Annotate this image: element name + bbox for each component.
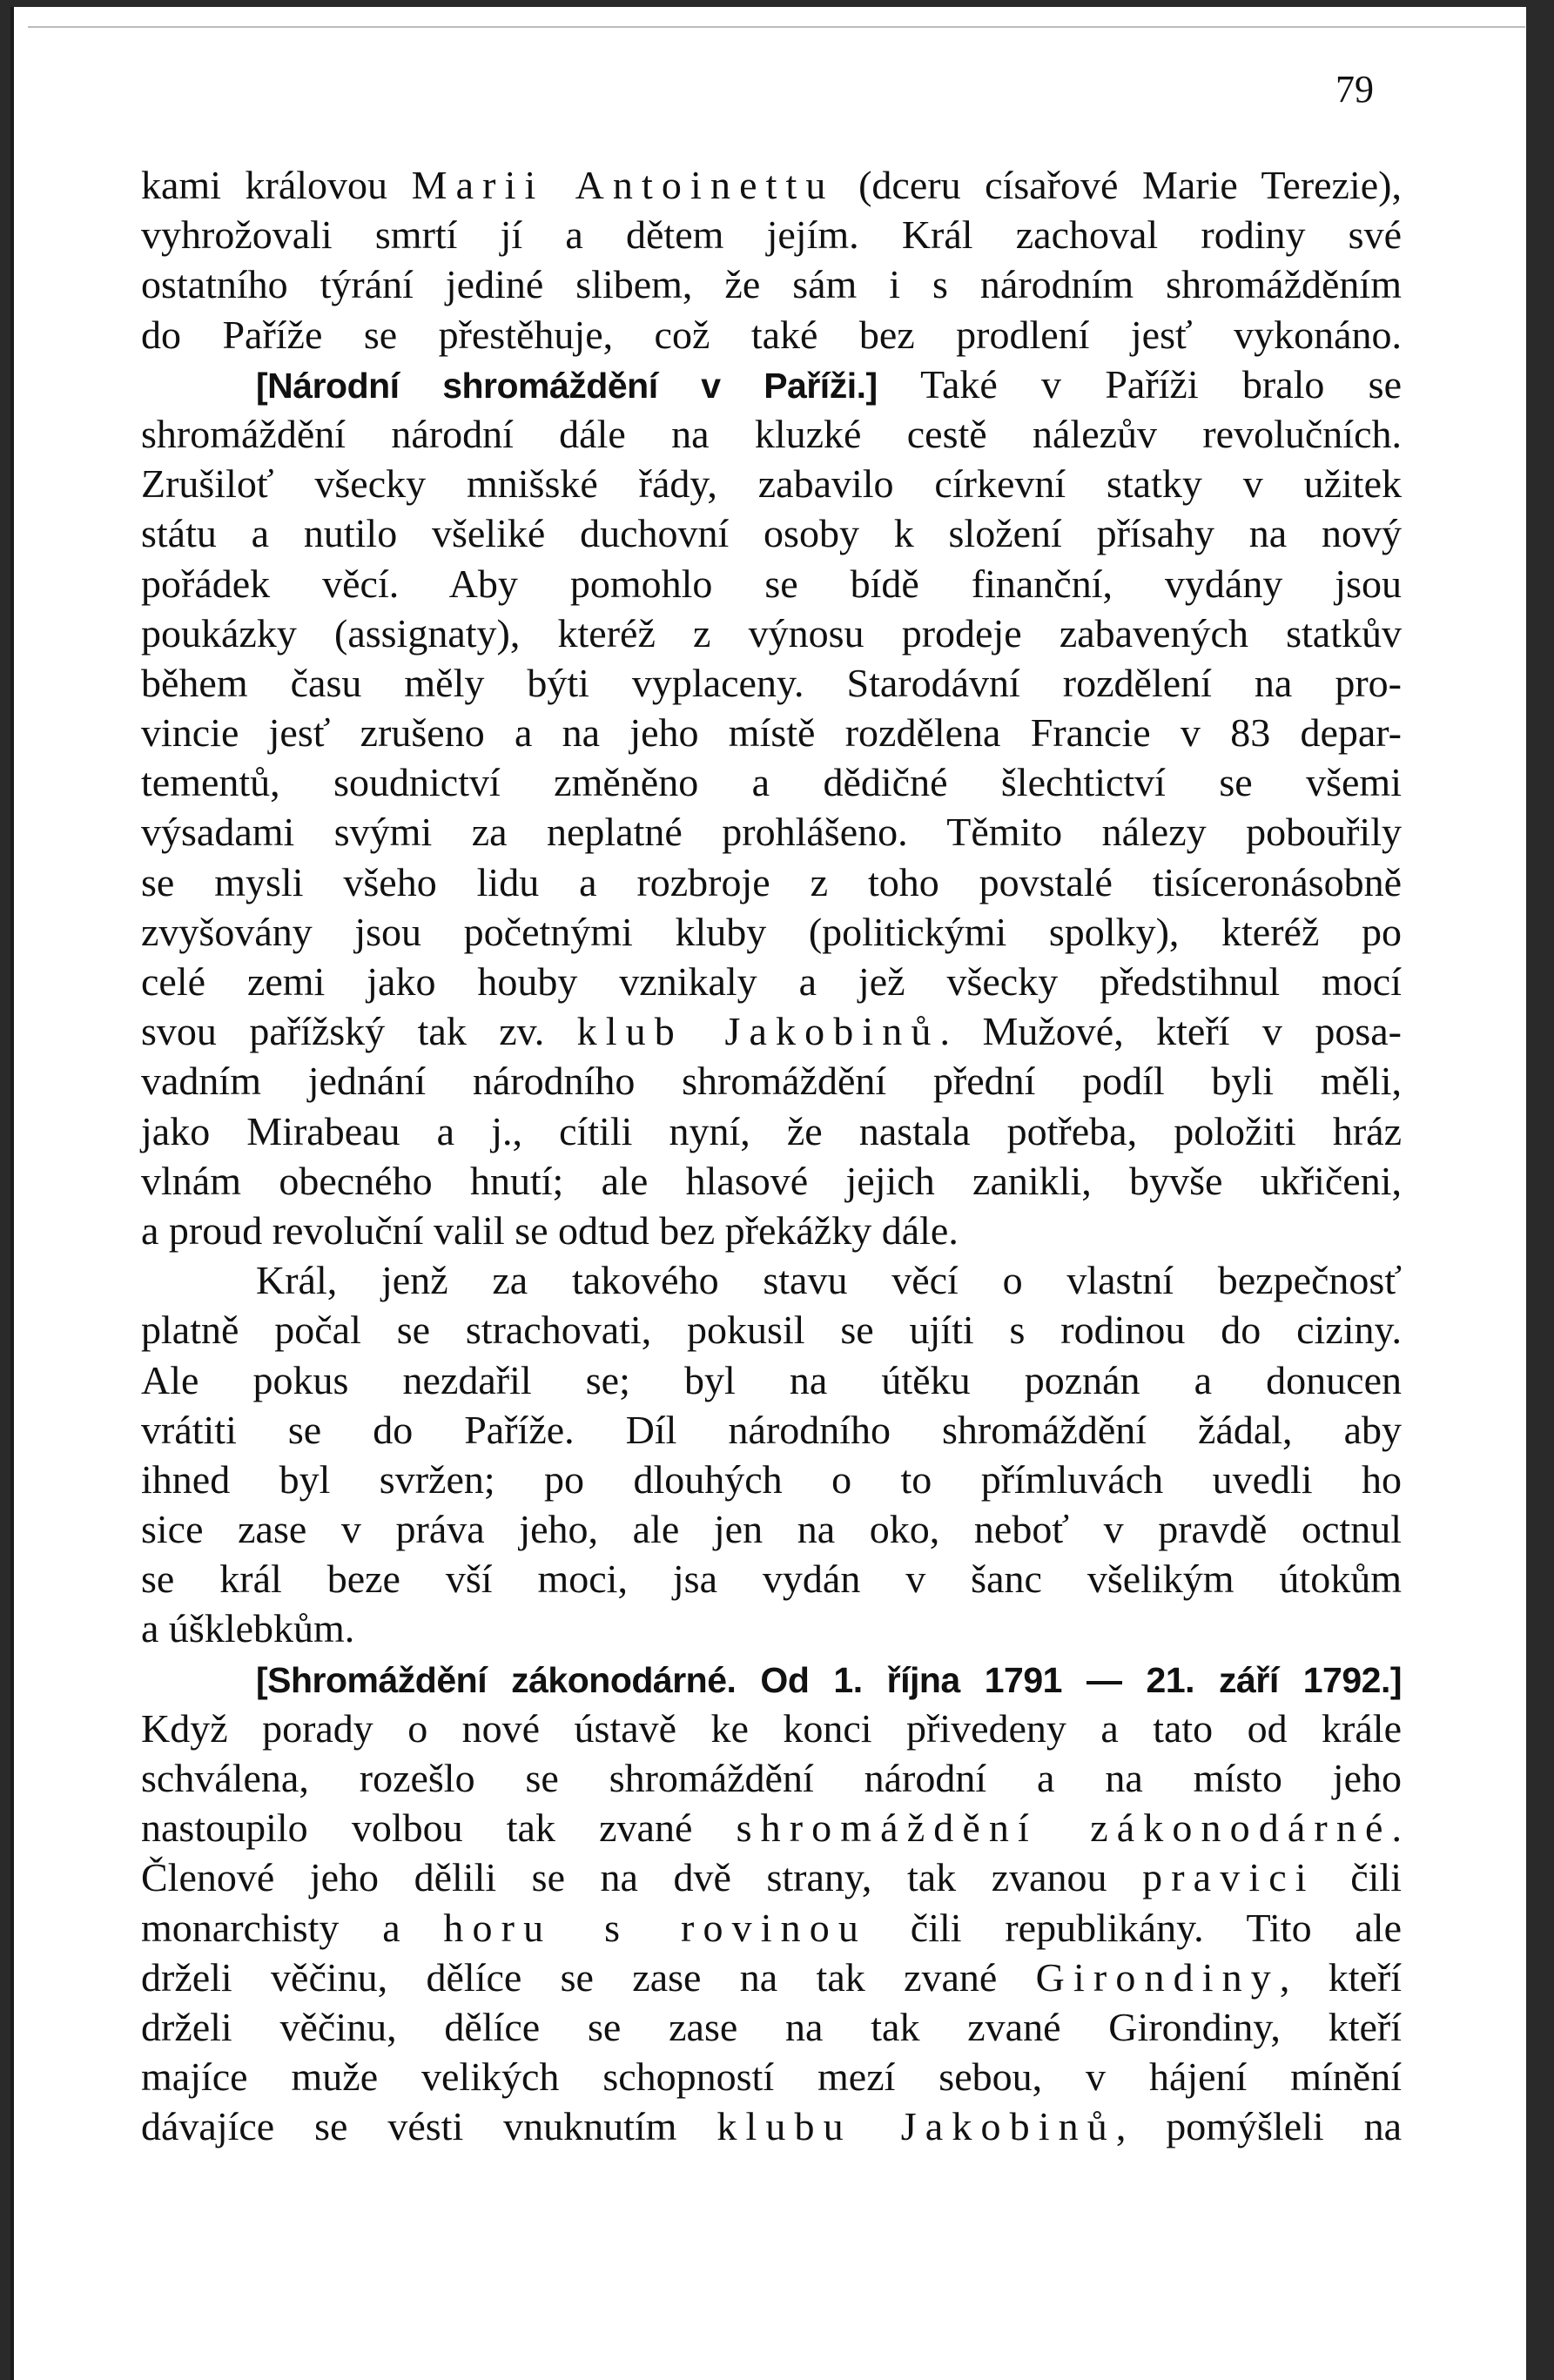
page-edge-shadow <box>10 7 30 2380</box>
text-line-1: kami královou Marii Antoinettu (dceru císařové Marie Terezie), <box>141 163 1402 207</box>
text-line-29: se král beze vší moci, jsa vydán v šanc všelikým útokům <box>141 1556 1402 1602</box>
emphasized-term: horu s rovinou <box>443 1905 867 1950</box>
book-page <box>10 7 1526 2380</box>
text-line-38: drželi věčinu, dělíce se zase na tak zvané Girondiny, kteří <box>141 2004 1402 2049</box>
emphasized-name: Marii Antoinettu <box>411 163 835 207</box>
top-rule <box>28 26 1525 28</box>
text-line-8: státu a nutilo všeliké duchovní osoby k složení přísahy na nový <box>141 511 1402 556</box>
text-line-31 <box>141 1654 1402 1704</box>
text-line-39: majíce muže velikých schopností mezí sebou, v hájení mínění <box>141 2054 1402 2100</box>
emphasized-term: Girondiny <box>1035 1954 1280 2000</box>
emphasized-term: pravici <box>1142 1855 1315 1900</box>
text-line-21: vlnám obecného hnutí; ale hlasové jejich zanikli, byvše ukřičeni, <box>141 1158 1402 1203</box>
text-line-35: Členové jeho dělili se na dvě strany, tak zvanou pravici čili <box>141 1855 1402 1900</box>
text-line-12: vincie jesť zrušeno a na jeho místě rozdělena Francie v 83 depar- <box>141 710 1402 756</box>
text-line-3: ostatního týrání jediné slibem, že sám i s národním shromážděním <box>141 262 1402 307</box>
section-heading-narodni-shromazdeni: [Národní shromáždění v Paříži.] <box>256 365 878 406</box>
text-line-14: výsadami svými za neplatné prohlášeno. Těmito nálezy pobouřily <box>141 810 1402 855</box>
text-line-33: schválena, rozešlo se shromáždění národní a na místo jeho <box>141 1756 1402 1800</box>
text-line-25: Ale pokus nezdařil se; byl na útěku poznán a donucen <box>141 1357 1402 1402</box>
text-line-6: shromáždění národní dále na kluzké cestě nálezův revolučních. <box>141 411 1402 456</box>
text-line-13: tementů, soudnictví změněno a dědičné šlechtictví se všemi <box>141 760 1402 805</box>
emphasized-term: klub Jakobinů <box>576 1009 940 1054</box>
emphasized-term: shromáždění zákonodárné <box>736 1805 1392 1851</box>
text-line-18: svou pařížský tak zv. klub Jakobinů. Mužové, kteří v posa- <box>141 1009 1402 1054</box>
text-line-22: a proud revoluční valil se odtud bez překážky dále. <box>141 1207 959 1253</box>
text-line-16: zvyšovány jsou početnými kluby (politickými spolky), kteréž po <box>141 909 1402 954</box>
text-line-17: celé zemi jako houby vznikaly a jež všecky předstihnul mocí <box>141 959 1402 1004</box>
text-line-9: pořádek věcí. Aby pomohlo se bídě finanční, vydány jsou <box>141 561 1402 606</box>
text-line-40: dávajíce se vésti vnuknutím klubu Jakobinů, pomýšleli na <box>141 2104 1402 2149</box>
text-line-5: [Národní shromáždění v Paříži.] Také v Paříži bralo se <box>256 361 1402 407</box>
text-line-34: nastoupilo volbou tak zvané shromáždění zákonodárné. <box>141 1805 1403 1851</box>
page-number: 79 <box>1335 68 1374 111</box>
body-text <box>141 160 1402 2152</box>
text-line-20: jako Mirabeau a j., cítili nyní, že nastala potřeba, položiti hráz <box>141 1108 1402 1153</box>
text-line-19: vadním jednání národního shromáždění přední podíl byli měli, <box>141 1059 1402 1104</box>
text-line-24: platně počal se strachovati, pokusil se ujíti s rodinou do ciziny. <box>141 1308 1402 1353</box>
text-line-15: se mysli všeho lidu a rozbroje z toho povstalé tisíceronásobně <box>141 859 1402 904</box>
text-line-37: drželi věčinu, dělíce se zase na tak zvané Girondiny, kteří <box>141 1954 1402 2000</box>
text-line-32: Když porady o nové ústavě ke konci přivedeny a tato od krále <box>141 1705 1402 1751</box>
text-line-36: monarchisty a horu s rovinou čili republikány. Tito ale <box>141 1905 1402 1950</box>
text-line-27: ihned byl svržen; po dlouhých o to přímluvách uvedli ho <box>141 1456 1402 1502</box>
text-line-26: vrátiti se do Paříže. Díl národního shromáždění žádal, aby <box>141 1407 1402 1452</box>
text-line-30: a úšklebkům. <box>141 1606 355 1651</box>
text-line-7: Zrušiloť všecky mnišské řády, zabavilo církevní statky v užitek <box>141 461 1402 507</box>
text-line-4: do Paříže se přestěhuje, což také bez prodlení jesť vykonáno. <box>141 312 1402 357</box>
emphasized-term: klubu Jakobinů <box>716 2104 1116 2149</box>
text-line-28: sice zase v práva jeho, ale jen na oko, neboť v pravdě octnul <box>141 1507 1402 1552</box>
section-heading-shromazdeni-zakonodarne: [Shromáždění zákonodárné. Od 1. října 1791 — 21. září 1792.] <box>256 1659 1402 1700</box>
text-line-10: poukázky (assignaty), kteréž z výnosu prodeje zabavených statkův <box>141 610 1402 656</box>
text-line-2: vyhrožovali smrtí jí a dětem jejím. Král zachoval rodiny své <box>141 212 1402 258</box>
text-line-11: během času měly býti vyplaceny. Starodávní rozdělení na pro- <box>141 660 1402 705</box>
text-line-23: Král, jenž za takového stavu věcí o vlastní bezpečnosť <box>256 1258 1402 1303</box>
